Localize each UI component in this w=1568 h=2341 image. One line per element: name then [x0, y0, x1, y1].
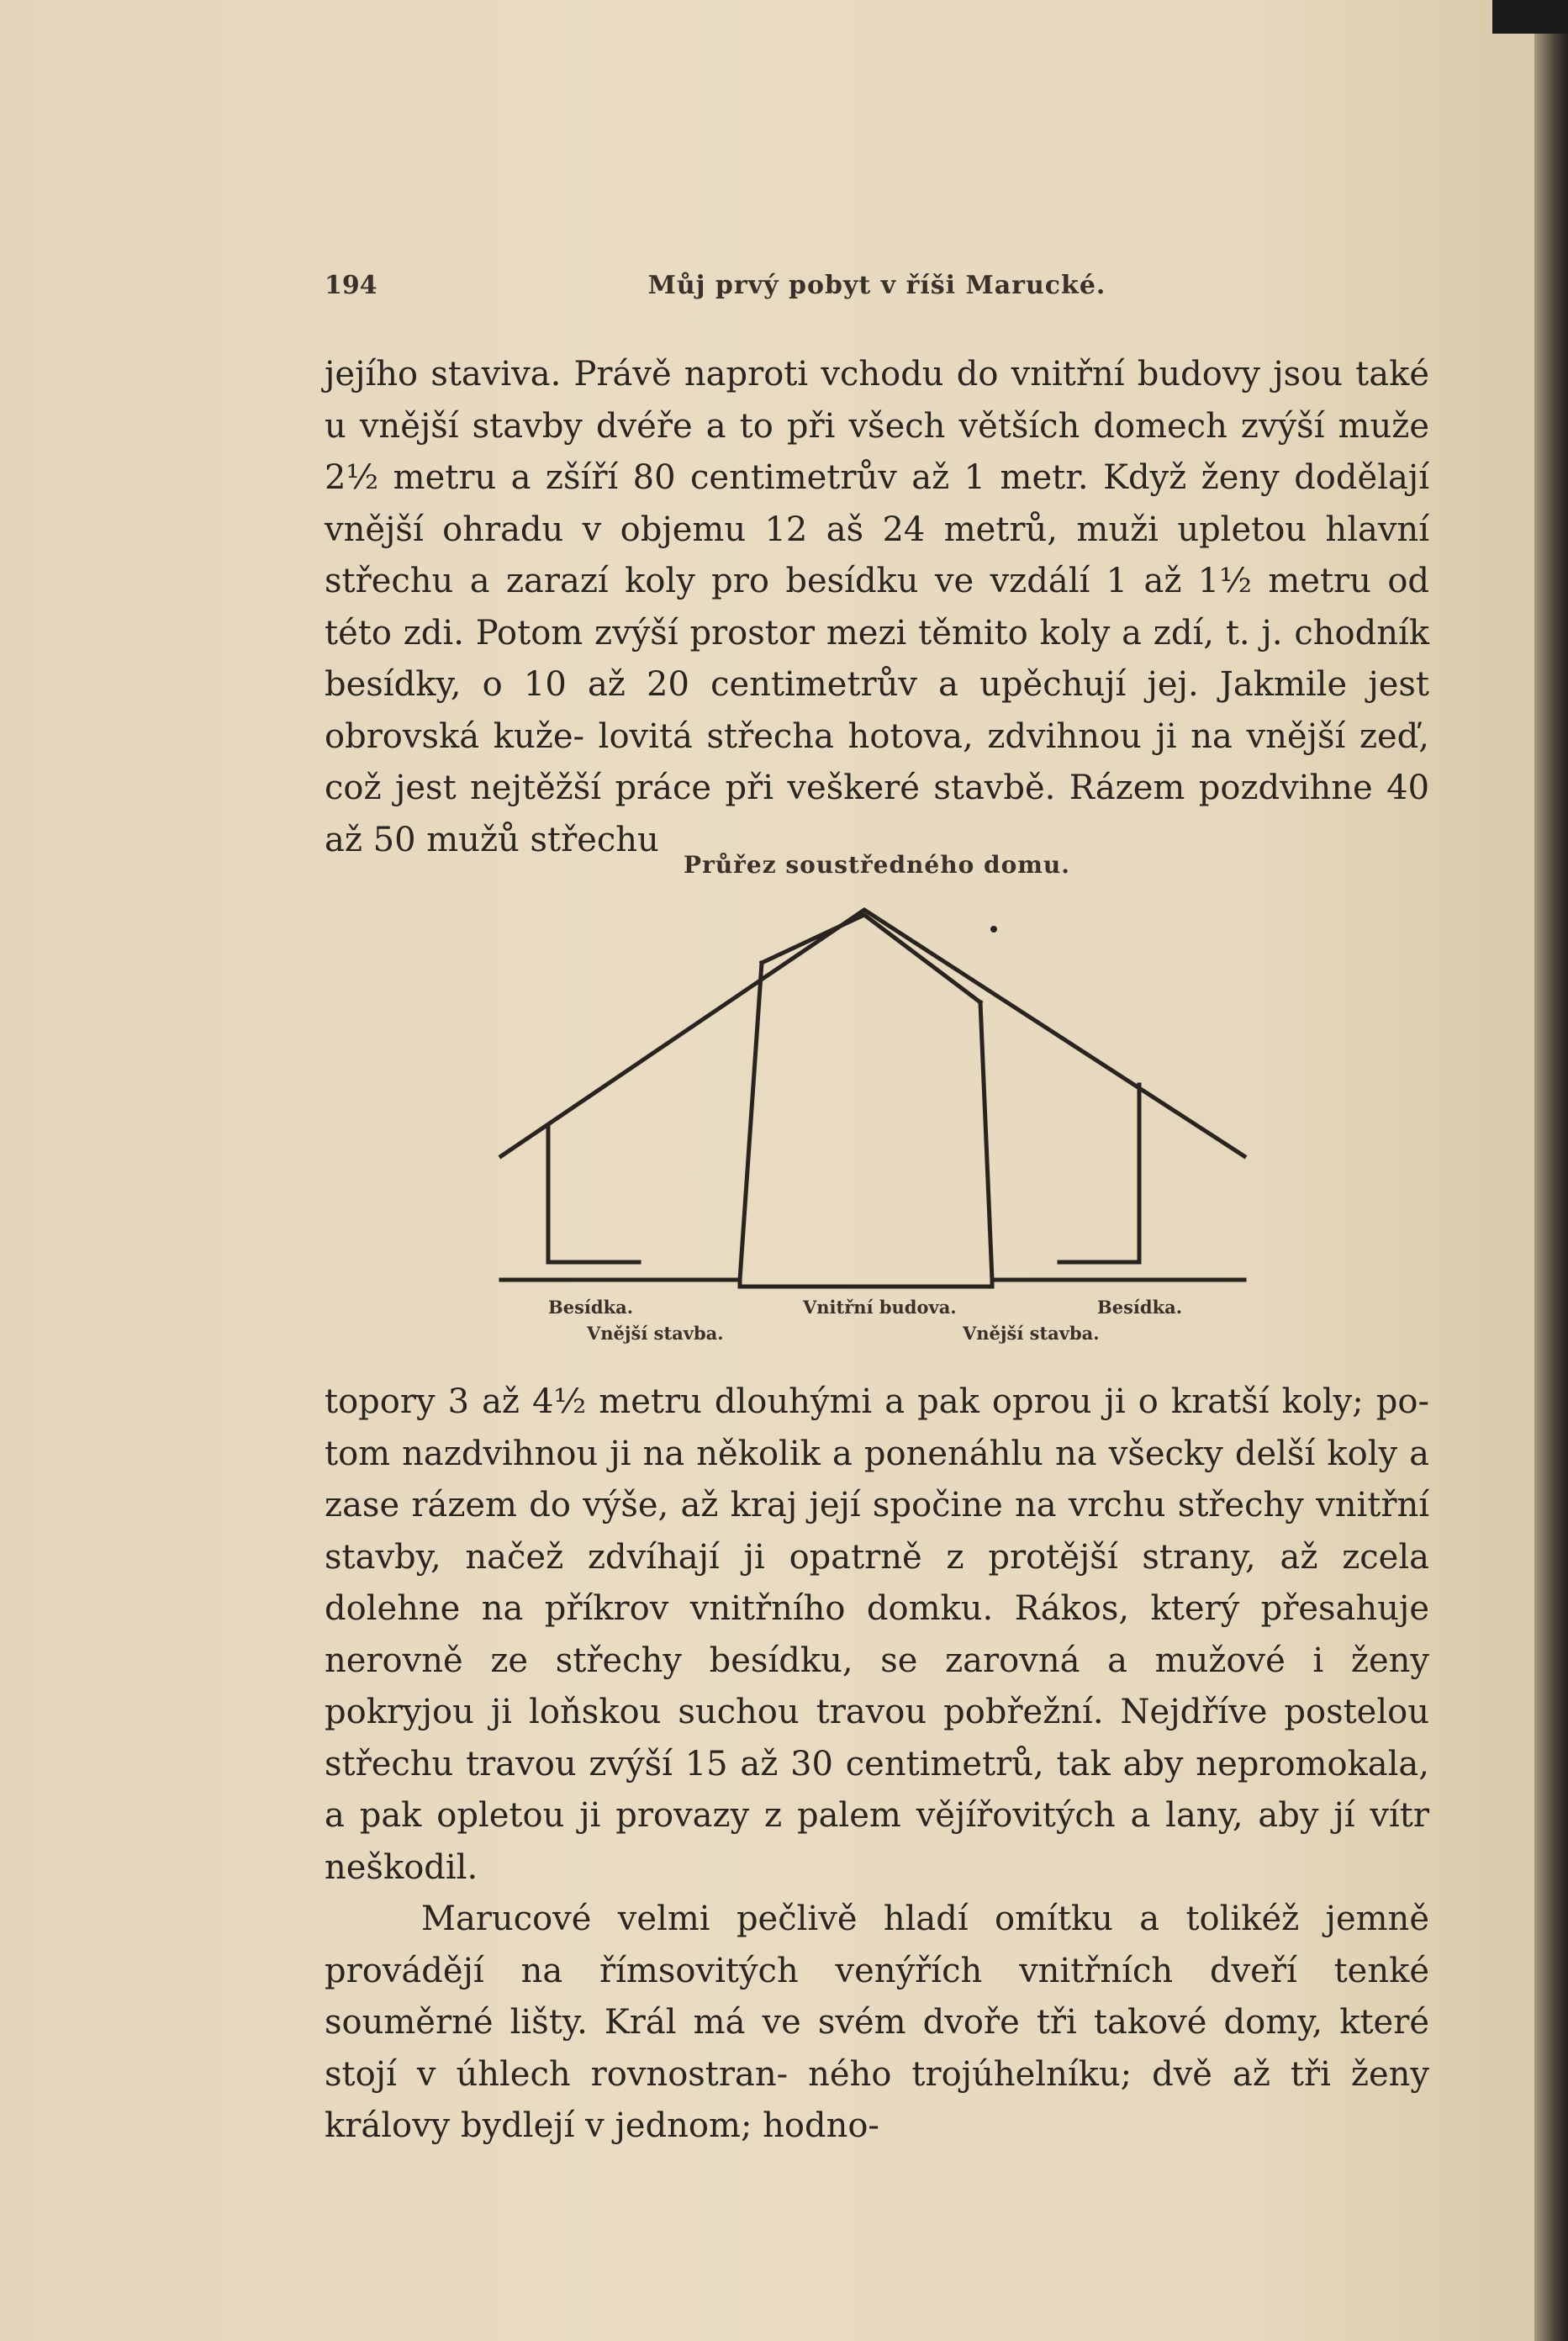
- paragraph: [325, 1377, 1429, 1894]
- label-besidka-left: Besídka.: [548, 1297, 634, 1318]
- label-vnejsi-stavba-right: Vnější stavba.: [963, 1323, 1100, 1344]
- text-line: stavby, načež zdvíhají ji opatrně z protější strany, až zcela dolehne: [325, 1537, 1429, 1628]
- text-line: na římsovitých venýřích vnitřních dveří tenké souměrné lišty. Král: [325, 1951, 1430, 2042]
- ink-speck: [990, 926, 997, 933]
- text-line: topory 3 až 4½ metru dlouhými a pak oprou ji o kratší koly; po-: [325, 1382, 1429, 1421]
- text-line: vnější ohradu v objemu 12 aš 24 metrů, muži upletou hlavní střechu: [325, 510, 1429, 600]
- text-line: a zarazí koly pro besídku ve vzdálí 1 až 1½ metru od této zdi.: [325, 562, 1430, 653]
- page-number: 194: [325, 271, 377, 300]
- text-line: Marucové velmi pečlivě hladí omítku a tolikéž jemně provádějí: [325, 1900, 1429, 1990]
- text-line: tom nazdvihnou ji na několik a ponenáhlu na všecky delší koly: [325, 1434, 1398, 1473]
- text-line: vějířovitých a lany, aby jí vítr neškodil.: [325, 1796, 1429, 1887]
- text-line: 2½ metru a zšíří 80 centimetrův až 1 metr. Když ženy dodělají: [325, 458, 1429, 497]
- text-block-top: [325, 349, 1429, 866]
- figure-caption: Průřez soustředného domu.: [684, 851, 1070, 879]
- text-line: lovitá střecha hotova, zdvihnou ji na vnější zeď, což jest nejtěžší: [325, 716, 1430, 807]
- text-block-bottom: [325, 1377, 1429, 2153]
- text-line: na příkrov vnitřního domku. Rákos, který přesahuje nerovně ze střechy: [325, 1589, 1430, 1680]
- paragraph: [325, 349, 1429, 866]
- text-line: jejího staviva. Právě naproti vchodu do vnitřní budovy jsou také: [325, 355, 1429, 394]
- label-besidka-right: Besídka.: [1097, 1297, 1183, 1318]
- cross-section-figure: [471, 891, 1278, 1362]
- text-line: práce při veškeré stavbě. Rázem pozdvihne 40 až 50 mužů střechu: [325, 769, 1430, 859]
- text-line: centimetrů, tak aby nepromokala, a pak opletou ji provazy z palem: [325, 1744, 1429, 1835]
- outer-roof: [501, 910, 1244, 1156]
- text-line: a zase rázem do výše, až kraj její spočine na vrchu střechy vnitřní: [325, 1434, 1429, 1525]
- label-vnejsi-stavba-left: Vnější stavba.: [587, 1323, 724, 1344]
- inner-building-walls: [740, 963, 992, 1280]
- text-line: u vnější stavby dvéře a to při všech větších domech zvýší muže: [325, 406, 1429, 446]
- running-head: [325, 271, 1429, 304]
- scan-corner: [1492, 0, 1568, 34]
- house-cross-section-drawing: [471, 891, 1278, 1329]
- text-line: o 10 až 20 centimetrův a upěchují jej. Jakmile jest obrovská kuže-: [325, 665, 1429, 756]
- text-line: ného trojúhelníku; dvě až tři ženy královy bydlejí v jednom; hodno-: [325, 2054, 1429, 2145]
- label-vnitrni-budova: Vnitřní budova.: [803, 1297, 957, 1318]
- text-line: travou pobřežní. Nejdříve postelou střechu travou zvýší 15 až 30: [325, 1693, 1429, 1783]
- text-line: besídku, se zarovná a mužové i ženy pokryjou ji loňskou suchou: [325, 1641, 1430, 1731]
- running-title: Můj prvý pobyt v říši Marucké.: [647, 271, 1106, 300]
- ground-line: [501, 1280, 1244, 1287]
- text-line: má ve svém dvoře tři takové domy, které stojí v úhlech rovnostran-: [325, 2003, 1430, 2094]
- text-line: Potom zvýší prostor mezi těmito koly a zdí, t. j. chodník besídky,: [325, 613, 1430, 704]
- page-edge-shadow: [1534, 0, 1568, 2341]
- paragraph: [325, 1894, 1429, 2153]
